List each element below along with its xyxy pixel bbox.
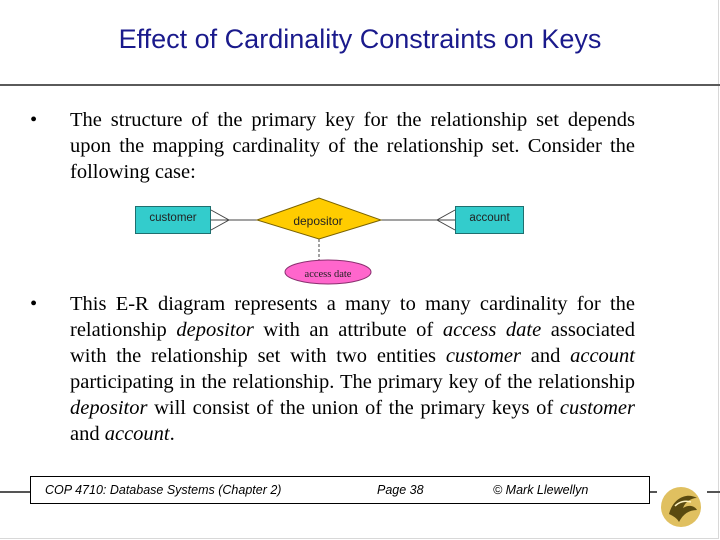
term-access-date: access date xyxy=(442,319,542,341)
bullet-text: This E-R diagram represents a many to many cardinality for the relationship depositor with an attribute of access date associated with the relationship set with two entities customer and account participating in the relationship. The primary key of the relationship depositor will consist of the union of the primary keys of customer and account. xyxy=(70,293,636,445)
entity-account: account xyxy=(455,206,524,234)
term-account: account xyxy=(570,345,636,367)
footer-course: COP 4710: Database Systems (Chapter 2) xyxy=(45,483,282,497)
bullet-marker: • xyxy=(30,109,38,131)
er-diagram xyxy=(0,190,720,290)
term-account: account xyxy=(104,423,170,445)
attribute-label: access date xyxy=(304,269,352,280)
entity-customer: customer xyxy=(135,206,211,234)
bullet-marker: • xyxy=(30,293,38,315)
term-depositor: depositor xyxy=(176,319,254,341)
slide-footer xyxy=(30,476,650,504)
title-divider xyxy=(0,84,720,86)
relationship-label: depositor xyxy=(293,214,343,228)
term-customer: customer xyxy=(559,397,635,419)
term-depositor: depositor xyxy=(70,397,148,419)
bullet-structure xyxy=(30,107,635,185)
slide-title: Effect of Cardinality Constraints on Keys xyxy=(118,24,602,54)
footer-page-number: Page 38 xyxy=(377,483,424,497)
footer-author: © Mark Llewellyn xyxy=(493,483,589,497)
bullet-explanation xyxy=(30,291,635,447)
term-customer: customer xyxy=(445,345,521,367)
bullet-text: The structure of the primary key for the relationship set depends upon the mapping cardinality of the relationship set. Consider the following case: xyxy=(70,109,635,183)
ucf-pegasus-logo-icon xyxy=(657,484,707,530)
